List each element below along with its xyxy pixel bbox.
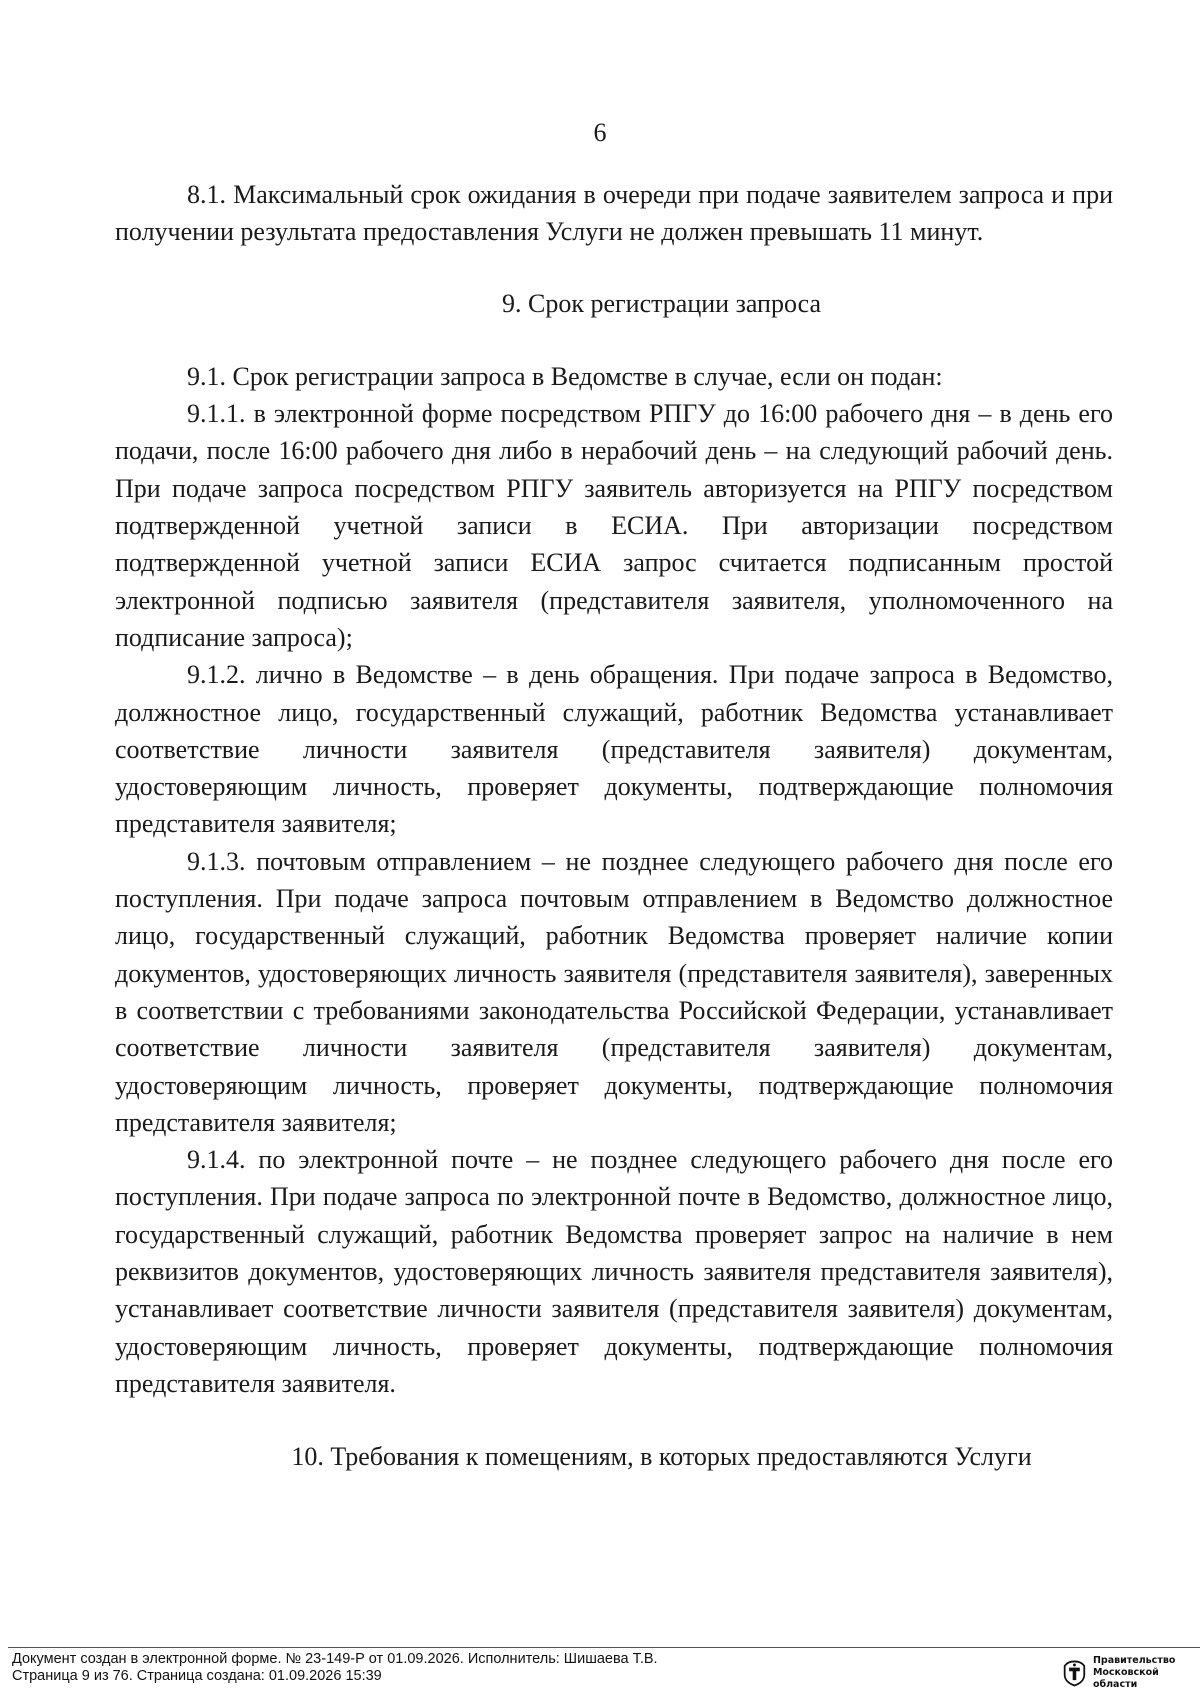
paragraph-9-1: 9.1. Срок регистрации запроса в Ведомстве в случае, если он подан: <box>187 361 943 391</box>
government-brand <box>1062 1656 1194 1690</box>
paragraph-9-1-3: 9.1.3. почтовым отправлением – не позднее следующего рабочего дня после его поступления. При подаче запроса почтовым отправлением в Ведомство должностное лицо, государственный служащий, работник Ведомства проверяет наличие копии документов, удостоверяющих личность заявителя (представителя заявителя), заверенных в соответствии с требованиями законодательства Российской Федерации, устанавливает соответствие личности заявителя (представителя заявителя) документам, удостоверяющим личность, проверяет документы, подтверждающие полномочия представителя заявителя; <box>115 846 1113 1137</box>
brand-line-1: Правительство <box>1092 1655 1176 1666</box>
footer-page-info: Страница 9 из 76. Страница создана: 01.09.2026 15:39 <box>12 1668 382 1684</box>
footer-divider <box>8 1647 1200 1648</box>
section-heading-9: 9. Срок регистрации запроса <box>501 288 822 318</box>
footer-document-info: Документ создан в электронной форме. № 23-149-Р от 01.09.2026. Исполнитель: Шишаева Т.В. <box>12 1651 658 1667</box>
document-footer <box>12 1651 658 1685</box>
paragraph-9-1-2: 9.1.2. лично в Ведомстве – в день обращения. При подаче запроса в Ведомство, должностное лицо, государственный служащий, работник Ведомства устанавливает соответствие личности заявителя (представителя заявителя) документам, удостоверяющим личность, проверяет документы, подтверждающие полномочия представителя заявителя; <box>115 660 1113 839</box>
section-heading-10: 10. Требования к помещениям, в которых предоставляются Услуги <box>291 1442 1032 1472</box>
page-number: 6 <box>593 118 607 147</box>
coat-of-arms-icon <box>1062 1658 1087 1688</box>
paragraph-8-1: 8.1. Максимальный срок ожидания в очереди при подаче заявителем запроса и при получении результата предоставления Услуги не должен превышать 11 минут. <box>115 180 1113 247</box>
brand-line-2: Московской области <box>1092 1667 1159 1690</box>
paragraph-9-1-4: 9.1.4. по электронной почте – не позднее следующего рабочего дня после его поступления. При подаче запроса по электронной почте в Ведомство, должностное лицо, государственный служащий, работник Ведомства проверяет запрос на наличие в нем реквизитов документов, удостоверяющих личность заявителя представителя заявителя), устанавливает соответствие личности заявителя (представителя заявителя) документам, удостоверяющим личность, проверяет документы, подтверждающие полномочия представителя заявителя. <box>115 1145 1113 1398</box>
paragraph-9-1-1: 9.1.1. в электронной форме посредством РПГУ до 16:00 рабочего дня – в день его подачи, после 16:00 рабочего дня либо в нерабочий день – на следующий рабочий день. При подаче запроса посредством РПГУ заявитель авторизуется на РПГУ посредством подтвержденной учетной записи в ЕСИА. При авторизации посредством подтвержденной учетной записи ЕСИА запрос считается подписанным простой электронной подписью заявителя (представителя заявителя, уполномоченного на подписание запроса); <box>115 399 1113 652</box>
document-body <box>115 176 1113 1476</box>
